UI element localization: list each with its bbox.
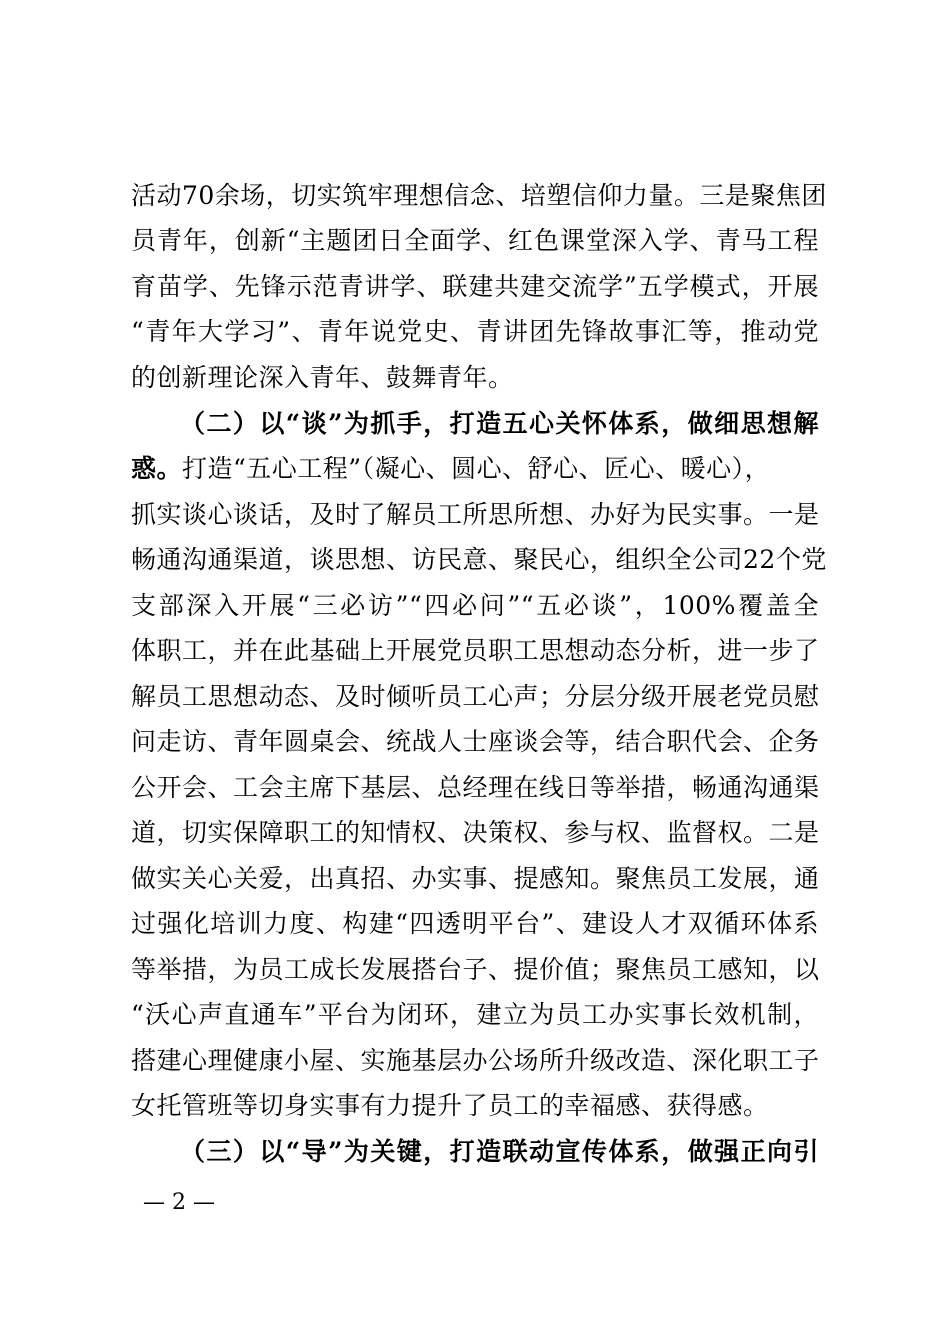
text-line: 员青年，创新“主题团日全面学、红色课堂深入学、青马工程 (131, 226, 819, 255)
text-line: 道，切实保障职工的知情权、决策权、参与权、监督权。二是 (131, 818, 820, 847)
section-heading-tail: 惑。 (131, 454, 183, 483)
text-line: 做实关心关爱，出真招、办实事、提感知。聚焦员工发展，通 (131, 864, 820, 893)
text-line: 畅通沟通渠道，谈思想、访民意、聚民心，组织全公司22个党 (131, 545, 827, 574)
section-heading: （二）以“谈”为抓手，打造五心关怀体系，做细思想解 (180, 409, 819, 438)
text-line-mixed (131, 449, 819, 489)
text-line: 女托管班等切身实事有力提升了员工的幸福感、获得感。 (131, 1091, 769, 1120)
text-line: 活动70余场，切实筑牢理想信念、培塑信仰力量。三是聚焦团 (131, 181, 827, 210)
text-line: 过强化培训力度、构建“四透明平台”、建设人才双循环体系 (131, 909, 819, 938)
text-line: “青年大学习”、青年说党史、青讲团先锋故事汇等，推动党 (131, 317, 819, 346)
text-line: 体职工，并在此基础上开展党员职工思想动态分析，进一步了 (131, 636, 820, 665)
text-line: 公开会、工会主席下基层、总经理在线日等举措，畅通沟通渠 (131, 773, 820, 802)
text-line: 搭建心理健康小屋、实施基层办公场所升级改造、深化职工子 (131, 1046, 820, 1075)
text-line: “沃心声直通车”平台为闭环，建立为员工办实事长效机制， (131, 1000, 819, 1029)
page-number: — 2 — (143, 1190, 215, 1215)
text-line: 问走访、青年圆桌会、统战人士座谈会等，结合职代会、企务 (131, 727, 820, 756)
text-line: 支部深入开展“三必访”“四必问”“五必谈”，100%覆盖全 (131, 591, 819, 620)
text-run: 打造“五心工程”（凝心、圆心、舒心、匠心、暖心）， (182, 454, 771, 483)
text-line: 解员工思想动态、及时倾听员工心声；分层分级开展老党员慰 (131, 682, 820, 711)
text-line: 的创新理论深入青年、鼓舞青年。 (131, 363, 514, 392)
section-heading: （三）以“导”为关键，打造联动宣传体系，做强正向引 (180, 1137, 819, 1166)
text-line: 抓实谈心谈话，及时了解员工所思所想、办好为民实事。一是 (131, 500, 820, 529)
text-line: 等举措，为员工成长发展搭台子、提价值；聚焦员工感知，以 (131, 955, 820, 984)
text-line: 育苗学、先锋示范青讲学、联建共建交流学”五学模式，开展 (131, 272, 819, 301)
